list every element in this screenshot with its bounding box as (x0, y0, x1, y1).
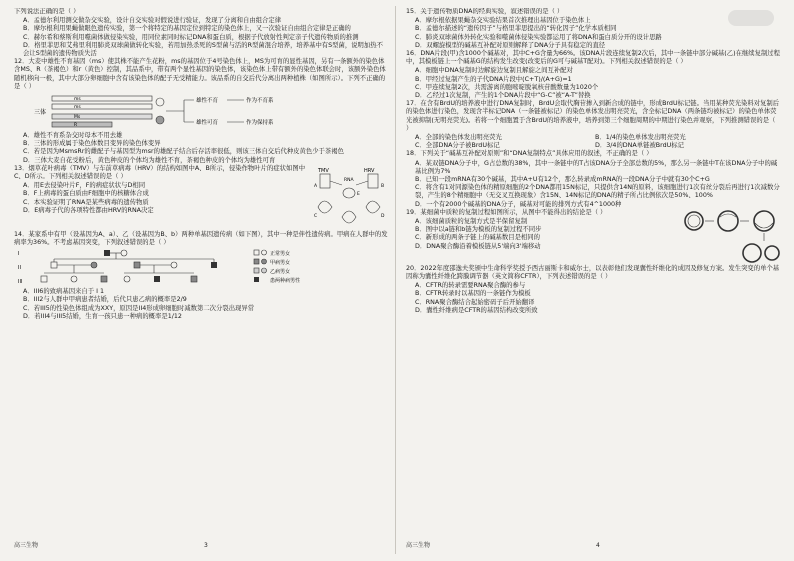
pedigree-iii4 (124, 276, 130, 282)
pedigree-i2 (121, 250, 127, 256)
q20-option-c: C．RNA聚合酶结合起始密码子后开始翻译 (415, 298, 535, 306)
q13-option-b: B．F上病毒的蛋白质由F细胞中的核糖体合成 (23, 190, 149, 198)
q13-stem: 13．烟草花叶病毒（TMV）与车前草病毒（HRV）的结构如图中A、B所示，侵染作物叶片的症状如图中C、D所示。下列相关叙述错误的是（ ） (14, 164, 306, 181)
exam-page-4 (406, 8, 780, 553)
fig12-bottom-result: 雄性可育 (196, 120, 219, 127)
fig12-seed-icon-1 (156, 98, 164, 106)
q14-option-a: A．III6的致病基因来自于 I 1 (23, 288, 105, 296)
fig13-label-b: B (381, 183, 385, 189)
q18-option-d: D．一个有2000个碱基的DNA分子，碱基对可能的排列方式有4^1000种 (415, 200, 622, 208)
fig12-bottom-use: 作为保持系 (246, 120, 274, 127)
page-divider (395, 6, 396, 554)
q13-figure (312, 165, 388, 231)
exam-page-3 (14, 8, 388, 553)
fig13-rna-label: RNA (344, 177, 354, 183)
q13-option-d: D．E病毒子代的各项特性都由HRV的RNA决定 (23, 206, 154, 214)
pedigree-gen-3: III (18, 279, 23, 286)
q19-stem: 19．某细菌中质粒的复制过程如图所示，从图中不能得出的结论是（ ） (406, 208, 607, 216)
footer-page-number: 4 (596, 542, 600, 549)
fig13-leaf-c (318, 201, 332, 213)
pedigree-gen-2: II (18, 265, 21, 272)
q19-block (406, 209, 780, 265)
fig13-tmv-label: TMV (318, 167, 329, 174)
fig12-top-result: 雄性不育 (196, 98, 219, 105)
fig13-leaf-f (342, 211, 356, 223)
fig13-label-e: E (357, 191, 360, 197)
q14-option-b: B．III2与人群中甲病患者结婚，后代只患乙病的概率是2/9 (23, 296, 187, 304)
q18-option-c: C．将含有1对同源染色体的精原细胞的2个DNA都用15N标记，只提供含14N的原料，该细胞进行1次有丝分裂后再进行1次减数分裂，产生的8个精细胞中（无交叉互换现象）含15N、14N标记的DNA的精子所占比例依次是50%、100% (415, 184, 780, 200)
q17-stem: 17．在含有BrdU的培养液中进行DNA复制时，BrdU会取代胸苷掺入到新合成的链中，形成BrdU标记链。当用某种荧光染料对复制后的染色体进行染色，发现含半标记DNA（一条链被标记）的染色单体发出明亮荧光，含全标记DNA（两条链均被标记）的染色单体荧光被抑制(无明亮荧光)。若将一个细胞置于含BrdU的培养液中，培养到第三个细胞周期的中期进行染色并观察，下列推测错误的是（ ） (406, 100, 780, 132)
fig12-gene-3: Ms (74, 115, 81, 121)
q19-option-a: A．该细菌质粒的复制方式是半保留复制 (415, 218, 528, 226)
q14-option-d: D．若III4与III5结婚，生育一孩只患一种病的概率是1/12 (23, 312, 182, 320)
pedigree-ii4 (171, 262, 177, 268)
pedigree-iii2 (71, 276, 77, 282)
q12-option-d: D．三体大麦自花受粉后，黄色种皮的个体均为雄性不育，茶褐色种皮的个体均为雄性可育 (23, 156, 276, 164)
q12-option-c: C．若是因为MsmsRr的雌配子与基因型为msr的雄配子结合后存活率很低，则该三体自交后代种皮黄色少于茶褐色 (23, 148, 344, 156)
q18-stem: 18．下列关于“碱基互补配对原则”和“DNA复制特点”具体应用的叙述，不正确的是（ ） (406, 150, 653, 158)
pedigree-gen-1: I (18, 251, 20, 258)
legend-both: 患两种病男性 (270, 278, 301, 285)
q19-option-d: D．DNA聚合酶沿着模板链从5'端向3'端移动 (415, 242, 541, 250)
q16-stem: 16．DNA片段(甲)含1000个碱基对，其中C+G含量为66%。该DNA片段连续复制2次后，其中一条链中部分碱基(乙)在继续复制过程中，其模板链上一个碱基G的结构发生改变(改变后的G可与碱基T配对)。下列相关叙述错误的是（ ） (406, 50, 780, 66)
q15-option-c: C．肺炎双球菌体外转化实验和噬菌体侵染实验都运用了将DNA和蛋白质分开的设计思路 (415, 33, 662, 41)
footer-page-number: 3 (204, 542, 208, 549)
pedigree-ii3 (134, 262, 140, 268)
q20-stem: 20．2022年度邵逸夫奖颁中生命科学奖授予西古丽斯卡和威尔士，以表彰他们发现囊性纤维化的成因及修复方案。发生突变的单个基因称为囊性纤维化跨膜调节器（英文简称CFTR），下列表述错误的是（ ） (406, 264, 780, 281)
page-3-footer (14, 542, 388, 551)
fig13-leaf-d (366, 201, 380, 213)
fig12-gene-2: ms (74, 105, 81, 111)
q20-option-d: D．囊性纤维病是CFTR的基因结构改变所致 (415, 306, 538, 314)
fig12-branch-lines (166, 100, 194, 122)
q16-option-d: D．乙经过1次复制，产生的1个DNA片段中“G-C”被“A-T”替换 (415, 92, 591, 100)
q14-option-c: C．若III5的性染色体组成为XXY，原因是II4形成卵细胞时减数第二次分裂出现异常 (23, 304, 255, 312)
q12-stem: 12．大麦中雄性不育基因（ms）使其株不能产生花粉，ms的基因位于4号染色体上，MS为可育的显性基因，另有一条额外的染色体含MS、R（茶褐色）和r（黄色）控制，其品系中，带有两个显性基因的染色体，该染色体上带有额外的染色体联会时，该额外染色体随机移向一极，其中大部分卵细胞中含有该染色体的配子无受精能力。该品系的自交后代分离出两种植株（如图所示）。下列不正确的是（ ） (14, 58, 386, 90)
watermark-stamp (728, 10, 774, 26)
fig13-label-c: C (314, 213, 318, 219)
q12-option-a: A．雄性不育系杂交时母本不用去雄 (23, 132, 123, 140)
q15-option-a: A．摩尔根依据果蝇杂交实验结果首次推理出基因位于染色体上 (415, 17, 591, 25)
q11-option-c: C．赫尔希和蔡斯利用噬菌体做侵染实验，用同位素同时标记DNA和蛋白质，根据子代放射性判定亲子代遗传物质的推测 (23, 33, 359, 41)
plasmid-5 (765, 246, 779, 260)
fig12-chromosome-extra (52, 122, 112, 127)
q13-option-c: C．本实验证明了RNA是某些病毒的遗传物质 (23, 198, 149, 206)
fig12-label-trisomic: 三体 (34, 109, 47, 117)
page-4-footer (406, 542, 780, 551)
pedigree-iii1 (41, 276, 47, 282)
q18-option-a: A．某双链DNA分子中，G占总数的38%，其中一条链中的T占该DNA分子全部总数的5%，那么另一条链中T在该DNA分子中的碱基比例为7% (415, 159, 778, 175)
fig13-virus-e (343, 188, 355, 198)
fig13-hrv-label: HRV (364, 167, 375, 174)
fig13-label-d: D (381, 213, 385, 219)
q20-option-a: A．CFTR的转录需要RNA聚合酶的参与 (415, 282, 526, 290)
q13-option-a: A．用E去侵染叶片F，F的病症状状与D相同 (23, 182, 146, 190)
q16-option-a: A．细胞中DNA复制时边解旋边复制且解旋之间互补配对 (415, 67, 573, 75)
legend-normal: 正常男女 (270, 251, 291, 258)
pedigree-ii5 (211, 262, 217, 268)
footer-subject: 高三生物 (14, 542, 39, 549)
q19-option-b: B．图中以a链和b链为模板的复制过程不同步 (415, 226, 542, 234)
q17-option-a: A．全部的染色体发出明亮荧光 (415, 134, 502, 142)
q15-option-d: D．双螺旋模型的碱基互补配对原则解释了DNA分子具有稳定的直径 (415, 41, 606, 49)
pedigree-ii1 (51, 262, 57, 268)
q20-option-b: B．CFTR转录时以基因的一条链作为模板 (415, 290, 531, 298)
fig13-label-a: A (314, 183, 318, 189)
pedigree-ii2 (91, 262, 97, 268)
pedigree-iii6 (191, 276, 197, 282)
q18-option-b: B．已知一段mRNA有30个碱基，其中A+U有12个，那么转录成mRNA的一段DNA分子中就有30个C+G (415, 176, 710, 184)
fig13-virus-a (320, 174, 330, 188)
legend-disease-a: 甲病男女 (270, 260, 291, 267)
q19-option-c: C．新形成的两条子链上的碱基数目是相同的 (415, 234, 540, 242)
q11-option-b: B．摩尔根利用果蝇做眼色遗传实验，第一个将特定的基因定位到特定的染色体上，又一次验证自由组合定律是正确的 (23, 25, 351, 33)
fig12-chromosome-3 (52, 114, 152, 119)
pedigree-i1 (104, 250, 110, 256)
q12-figure (14, 92, 388, 132)
q17-option-d: D．3/4的DNA单链被BrdU标记 (595, 142, 684, 150)
q16-option-b: B．甲经过复制产生的子代DNA片段中(C+T)/(A+G)=1 (415, 75, 572, 83)
q11-option-d: D．格里菲思和艾弗里利用肺炎双球菌做转化实验，若用加热杀死的S型菌与活的R型菌混合培养，培养基中有S型菌，说明加热不会让S型菌的遗传物质失活 (23, 41, 383, 58)
fig12-gene-4: R (74, 123, 78, 129)
q16-option-c: C．甲连续复制2次，共需游离的胞嘧啶脱氧核苷酸数量为1020个 (415, 83, 599, 91)
legend-disease-b: 乙病男女 (270, 269, 291, 276)
plasmid-4 (743, 244, 761, 262)
q14-stem: 14．某家系中有甲（设基因为A、a）、乙（设基因为B、b）两种单基因遗传病（如下图），其中一种是伴性遗传病。甲病在人群中的发病率为36%。不考虑基因突变，下列叙述错误的是（ ） (14, 230, 388, 247)
q14-pedigree (14, 248, 388, 288)
fig13-virus-b (368, 174, 378, 188)
footer-subject: 高三生物 (406, 542, 431, 549)
q17-option-b: B．1/4的染色单体发出明亮荧光 (595, 134, 686, 142)
q13-block (14, 165, 388, 231)
pedigree-iii3 (101, 276, 107, 282)
q15-option-b: B．孟德尔描述的“遗传因子”与格里菲思提出的“转化因子”化学本质相同 (415, 25, 617, 33)
fig12-chromosome-2 (52, 104, 152, 109)
fig12-gene-1: ms (74, 97, 81, 103)
q11-option-a: A．孟德尔利用测交做杂交实验，设计自交实验对假说进行验证，发现了分离和自由组合定律 (23, 17, 282, 25)
q19-plasmid-figure (680, 209, 780, 265)
pedigree-iii5 (154, 276, 160, 282)
q17-option-c: C．全部DNA分子被BrdU标记 (415, 142, 500, 150)
q15-stem: 15．关于遗传物质DNA的经典实验，叙述错误的是（ ） (406, 8, 564, 15)
fig12-top-use: 作为不育系 (246, 98, 274, 105)
fig12-seed-icon-2 (156, 116, 164, 124)
q12-option-b: B．三体的形成属于染色体数目变异的染色体变异 (23, 140, 161, 148)
q11-intro: 下列说法正确的是（ ） (14, 8, 80, 15)
fig12-chromosome-1 (52, 96, 152, 101)
